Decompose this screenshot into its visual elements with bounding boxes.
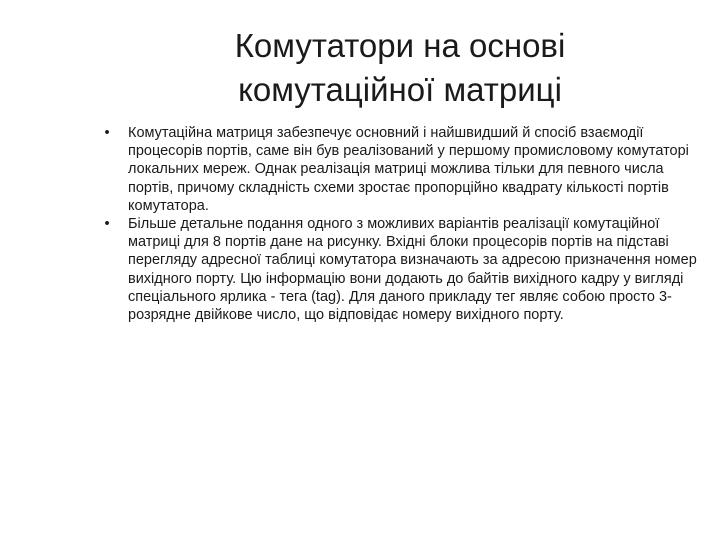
slide-title [150,24,650,112]
bullet-marker: • [104,216,110,233]
bullet-list [100,124,700,324]
bullet-item [100,124,700,215]
title-line-2: комутаційної матриці [238,71,562,108]
bullet-text: Більше детальне подання одного з можливих варіантів реалізації комутаційної матриці для 8 портів дане на рисунку. Вхідні блоки процесорів портів на підставі перегляду адресної таблиці комутатора визначають за адресою призначення номер вихідного порту. Цю інформацію вони додають до байтів вихідного кадру у вигляді спеціального ярлика - тега (tag). Для даного прикладу тег являє собою просто 3-розрядне двійкове число, що відповідає номеру вихідного порту. [128,216,697,324]
bullet-marker: • [104,125,110,141]
title-line-1: Комутатори на основі [234,27,566,64]
bullet-text: Комутаційна матриця забезпечує основний і найшвидший й спосіб взаємодії процесорів портів, саме він був реалізований у першому промисловому комутаторі локальних мереж. Однак реалізація матриці можлива тільки для певного числа портів, причому складність схеми зростає пропорційно квадрату кількості портів комутатора. [128,125,689,214]
bullet-item [100,215,700,324]
